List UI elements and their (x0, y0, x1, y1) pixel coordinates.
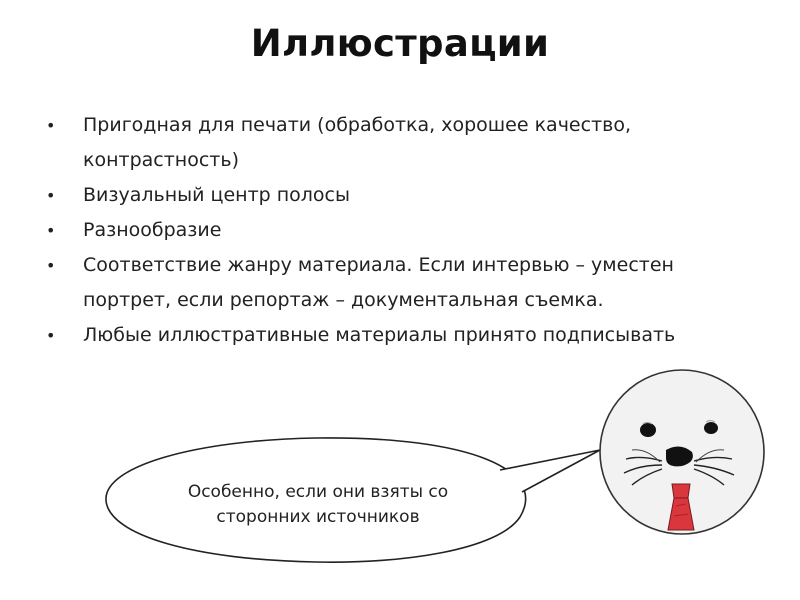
bullet-item: • Визуальный центр полосы (46, 178, 686, 213)
bullet-item: • Пригодная для печати (обработка, хорошее качество, контрастность) (46, 108, 686, 178)
bullet-item: • Соответствие жанру материала. Если интервью – уместен портрет, если репортаж – документальная съемка. (46, 248, 686, 318)
bullet-item: • Разнообразие (46, 213, 686, 248)
bubble-text: Особенно, если они взяты со сторонних источников (187, 482, 449, 527)
bullet-item: • Любые иллюстративные материалы принято подписывать (46, 318, 686, 353)
page-title: Иллюстрации (250, 22, 550, 65)
seal-face-icon (596, 366, 768, 538)
